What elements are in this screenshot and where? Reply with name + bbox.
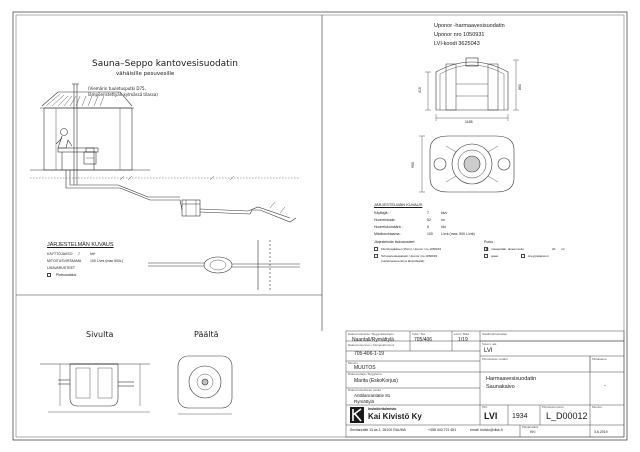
- tb-date: 3.6.2019: [594, 430, 608, 434]
- tb-muutos: MUUTOS: [354, 365, 376, 371]
- side-view-label: Sivulta: [86, 330, 114, 339]
- dim-height-left-label: 415: [418, 87, 422, 93]
- tb-h-alue: Suunn. ala: [482, 342, 497, 346]
- person-figure: [61, 129, 68, 136]
- sys-right-row-0-unit: kk/v: [441, 211, 448, 215]
- sheet-border-inner: [16, 15, 624, 437]
- purku-2-checkbox: [484, 254, 488, 258]
- tb-h-muutos2: Muutos: [592, 405, 602, 409]
- tb-h-sivu: Lehti / Blad: [454, 332, 470, 336]
- drawing-title: Sauna–Seppo kantovesisuodatin: [92, 59, 238, 69]
- sys-right-row-2-unit: hkt: [441, 225, 446, 229]
- accessory-2-checkbox: [374, 254, 378, 258]
- tb-contact-address: Sevilanraitti 13 as 1, 26100 RAUMA: [350, 428, 406, 432]
- company-line-2: Kai Kivistö Ky: [368, 412, 422, 421]
- tb-owner: Marita (EskoKorjus): [354, 378, 398, 384]
- pintsuodatus-checkbox: [47, 273, 51, 277]
- sys-right-row-1-unit: m²: [441, 218, 446, 222]
- top-view-small: [178, 356, 232, 414]
- tb-location: Naantali/Rymättylä: [352, 337, 394, 343]
- purku-title: Purku :: [484, 240, 496, 244]
- sys-left-row-0-label: KÄYTTÖJAKSO: [47, 252, 73, 256]
- purku-3-checkbox: [521, 254, 525, 258]
- purku-3-label: imeytyskaivoon: [528, 254, 549, 258]
- tb-h-kiinteisto: Rakennustunnus / Kiinteistötunnus: [348, 343, 395, 347]
- tb-h-piirustus: Piirustuksen sisältö: [482, 357, 508, 361]
- system-desc-right-title: JÄRJESTELMÄN KUVAUS: [374, 202, 423, 207]
- filter-plan-small: [204, 257, 232, 273]
- sys-right-row-0-label: Käyttäjiä :: [374, 211, 390, 215]
- dim-width-label: 1185: [465, 120, 473, 124]
- tb-drawing-id: L_D00012: [546, 411, 588, 421]
- tb-h-piirnro: Piirustusnumero: [542, 405, 564, 409]
- tb-address-2: Rymättylä: [354, 399, 375, 404]
- company-logo-mark: [350, 407, 364, 423]
- top-view-label: Päältä: [194, 330, 219, 339]
- sys-right-row-1-label: Huoneistoala :: [374, 218, 397, 222]
- outlet-pipe: [200, 210, 296, 222]
- sys-left-row-2-label: LISAVARUSTEET: [47, 266, 76, 270]
- company-line-1: Insinööritoimisto: [368, 407, 397, 411]
- drawing-subtitle: vähäisille pesuvesille: [116, 71, 175, 77]
- product-top-view: [419, 136, 514, 192]
- tb-drawing-no: 1934: [512, 413, 528, 420]
- tb-h-rakennuskohde: Rakennuskohde / Byggnadsobjekt: [348, 332, 394, 336]
- side-view: [40, 364, 150, 412]
- tb-kyla-value: 705/406: [414, 337, 433, 343]
- drawing-note-1: (Viemärin tuuletusputki D75,: [88, 86, 146, 91]
- filter-tank-elevation: [182, 200, 200, 216]
- accessory-1-label: Kiinnitysjakkeet (15cm), Uponor nro 1050934: [381, 247, 442, 251]
- drawing-note-2: lämpöeristettyän kylmässä tilassa): [88, 92, 158, 97]
- tb-h-mittakaava: Mittakaava: [592, 357, 607, 361]
- accessory-2-label: Tehovarusteapaketti, Uponor nro 1050933: [381, 254, 438, 258]
- system-desc-left-title: JÄRJESTELMÄN KUVAUS: [47, 242, 114, 248]
- plan-pipe-line: [148, 240, 300, 290]
- product-lvi-code: LVI-koodi 3625043: [434, 41, 480, 47]
- dim-depth-label: 950: [411, 162, 415, 168]
- product-name: Uponor -harmaavesisuodatin: [434, 23, 505, 29]
- sys-right-row-2-label: Huonelukumäärä :: [374, 225, 403, 229]
- tb-content-1: Harmaavesisuodatin: [486, 376, 537, 382]
- tb-content-type: LVI: [484, 348, 493, 354]
- sauna-elevation: [30, 84, 300, 222]
- tb-discipline: LVI: [484, 411, 498, 421]
- tb-scale: -: [604, 383, 606, 389]
- sys-right-row-3-label: Mitoitusvirtaama :: [374, 232, 402, 236]
- sys-right-row-0-value: 7: [427, 211, 429, 215]
- purku-1-unit: m²: [561, 247, 565, 251]
- sys-right-row-3-value: 100: [427, 232, 433, 236]
- tb-h-muutos: Muutos: [348, 361, 358, 365]
- sys-left-row-0-unit: hlt+: [90, 252, 96, 256]
- tb-contact-phone: +358 440 721 651: [428, 428, 457, 432]
- tb-drawn-by: KKi: [530, 430, 536, 434]
- tb-content-2: Saunakaivo: [486, 384, 515, 390]
- tb-address-1: Anttilanrantatie 81: [354, 393, 391, 398]
- accessory-1-checkbox: [374, 247, 378, 251]
- tb-h-rak: Rakennuttaja / Byggherre: [348, 372, 383, 376]
- sys-right-row-2-value: 5: [427, 225, 429, 229]
- sys-left-row-1-label: MITOITUSVIRTAAMA: [47, 259, 82, 263]
- dim-height-right-label: 860: [518, 84, 522, 90]
- sauna-wall: [44, 108, 132, 170]
- pintsuodatus-label: Pintsuodatus: [56, 273, 77, 277]
- purku-1-label: maaperään, alueen koko: [491, 247, 525, 251]
- product-number: Uponor nro 1050931: [434, 32, 485, 38]
- purku-2-label: ojaan: [491, 254, 499, 258]
- sys-left-row-0-value: 7: [78, 252, 80, 256]
- product-front-view: [425, 58, 519, 121]
- tb-property-id: 705-406-1-19: [354, 351, 385, 357]
- tb-sheet-value: 1/19: [458, 337, 468, 343]
- sys-right-row-1-value: 52: [427, 218, 431, 222]
- tb-contact-email: email: kivisto@dlsk.fi: [470, 428, 503, 432]
- tb-h-piirt: Piirt.: [482, 405, 488, 409]
- tb-h-osoite: Rakennuskohteen osoite: [348, 388, 382, 392]
- tb-h-pvm: Päivämäärä: [522, 425, 539, 429]
- sys-left-row-1-value: 100 L/vrk (max 500L): [90, 259, 124, 263]
- purku-1-value: 20: [552, 247, 556, 251]
- purku-1-checkbox: ✕: [485, 247, 490, 253]
- accessory-2-sub: (tuuletinelementti ja lämpölaatat): [381, 259, 425, 263]
- tb-h-kyla: Kylä / Tila: [412, 332, 426, 336]
- sauna-bench: [58, 148, 98, 152]
- tb-h-sisalto: Sisältö/piirustuslaji: [482, 332, 507, 336]
- accessories-title: Järjestelmän lisävarusteet: [374, 240, 415, 244]
- sys-right-row-3-unit: L/vrk (max. 500 L/vrk): [441, 232, 475, 236]
